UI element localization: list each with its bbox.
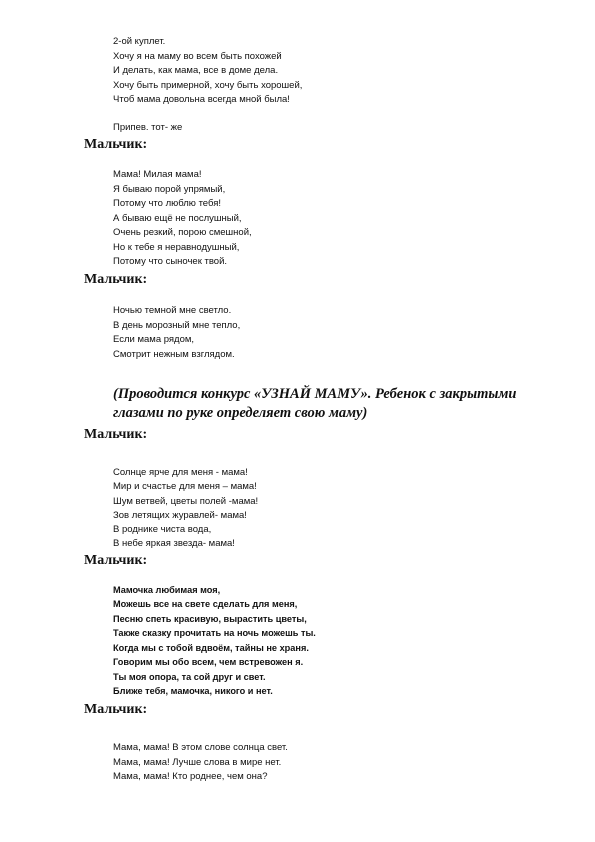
poem-line: Можешь все на свете сделать для меня,	[113, 599, 298, 609]
poem-line: Шум ветвей, цветы полей -мама!	[113, 496, 259, 507]
poem-line: Зов летящих журавлей- мама!	[113, 510, 247, 521]
speaker-heading: Мальчик:	[84, 137, 148, 152]
speaker-heading: Мальчик:	[84, 702, 148, 717]
poem-line: Песню спеть красивую, вырастить цветы,	[113, 614, 307, 624]
poem-line: Мамочка любимая моя,	[113, 585, 221, 595]
chorus-note: Припев. тот- же	[113, 122, 183, 133]
verse-2-title: 2-ой куплет.	[113, 36, 166, 47]
speaker-heading: Мальчик:	[84, 553, 148, 568]
poem-line: Ты моя опора, та сой друг и свет.	[113, 672, 266, 682]
poem-line: Но к тебе я неравнодушный,	[113, 242, 240, 253]
poem-line: Смотрит нежным взглядом.	[113, 349, 235, 360]
poem-line: Потому что люблю тебя!	[113, 198, 222, 209]
poem-line: В роднике чиста вода,	[113, 524, 212, 535]
poem-line: В день морозный мне тепло,	[113, 320, 241, 331]
speaker-heading: Мальчик:	[84, 272, 148, 287]
poem-line: Солнце ярче для меня - мама!	[113, 467, 248, 478]
poem-line: Говорим мы обо всем, чем встревожен я.	[113, 657, 304, 667]
poem-line: Мама, мама! Лучше слова в мире нет.	[113, 757, 282, 768]
contest-line: (Проводится конкурс «УЗНАЙ МАМУ». Ребенок с закрытыми	[113, 386, 517, 402]
poem-line: Мир и счастье для меня – мама!	[113, 481, 257, 492]
poem-line: Также сказку прочитать на ночь можешь ты.	[113, 628, 316, 638]
poem-line: Ночью темной мне светло.	[113, 305, 232, 316]
contest-line: глазами по руке определяет свою маму)	[113, 405, 368, 421]
poem-line: Ближе тебя, мамочка, никого и нет.	[113, 686, 273, 696]
poem-line: Очень резкий, порою смешной,	[113, 227, 252, 238]
poem-line: А бываю ещё не послушный,	[113, 213, 242, 224]
speaker-heading: Мальчик:	[84, 427, 148, 442]
poem-line: Когда мы с тобой вдвоём, тайны не храня.	[113, 643, 309, 653]
poem-line: Потому что сыночек твой.	[113, 256, 228, 267]
poem-line: Мама, мама! Кто роднее, чем она?	[113, 771, 268, 782]
poem-line: Если мама рядом,	[113, 334, 195, 345]
poem-line: Мама, мама! В этом слове солнца свет.	[113, 742, 288, 753]
poem-line: Мама! Милая мама!	[113, 169, 202, 180]
poem-line: В небе яркая звезда- мама!	[113, 538, 235, 549]
verse-line: И делать, как мама, все в доме дела.	[113, 65, 279, 76]
verse-line: Хочу я на маму во всем быть похожей	[113, 51, 282, 62]
poem-line: Я бываю порой упрямый,	[113, 184, 226, 195]
verse-line: Чтоб мама довольна всегда мной была!	[113, 94, 290, 105]
verse-line: Хочу быть примерной, хочу быть хорошей,	[113, 80, 303, 91]
